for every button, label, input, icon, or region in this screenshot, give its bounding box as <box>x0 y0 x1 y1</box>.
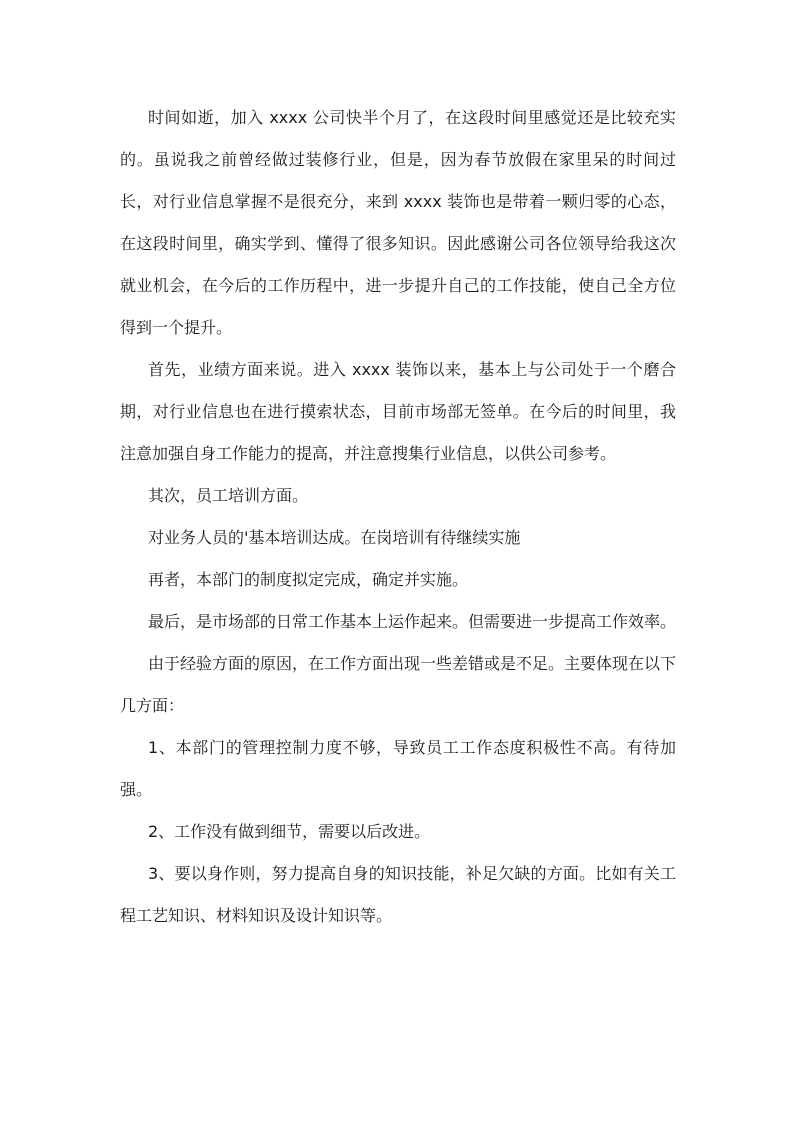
paragraph-training-heading: 其次，员工培训方面。 <box>148 486 309 505</box>
paragraph-regulations: 再者，本部门的制度拟定完成，确定并实施。 <box>148 570 469 589</box>
paragraph-item-1: 1、本部门的管理控制力度不够，导致员工工作态度积极性不高。有待加强。 <box>120 738 676 799</box>
paragraph-intro: 时间如逝，加入 xxxx 公司快半个月了，在这段时间里感觉还是比较充实的。虽说我之前曾经做过装修行业，但是，因为春节放假在家里呆的时间过长，对行业信息掌握不是很充分，来到 xxxx 装饰也是带着一颗归零的心态，在这段时间里，确实学到、懂得了很多知识。因此感谢公司各位领导给我这次就业机会，在今后的工作历程中，进一步提升自己的工作技能，使自己全方位得到一个提升。 <box>120 108 676 337</box>
paragraph-item-3: 3、要以身作则，努力提高自身的知识技能，补足欠缺的方面。比如有关工程工艺知识、材料知识及设计知识等。 <box>120 864 676 925</box>
paragraph-daily-work: 最后，是市场部的日常工作基本上运作起来。但需要进一步提高工作效率。 <box>148 612 677 631</box>
paragraph-performance: 首先，业绩方面来说。进入 xxxx 装饰以来，基本上与公司处于一个磨合期，对行业信息也在进行摸索状态，目前市场部无签单。在今后的时间里，我注意加强自身工作能力的提高，并注意搜集行业信息，以供公司参考。 <box>120 360 676 463</box>
paragraph-training-detail: 对业务人员的'基本培训达成。在岗培训有待继续实施 <box>148 528 521 547</box>
paragraph-item-2: 2、工作没有做到细节，需要以后改进。 <box>148 822 431 841</box>
document-body <box>120 97 676 937</box>
paragraph-shortcomings: 由于经验方面的原因，在工作方面出现一些差错或是不足。主要体现在以下几方面： <box>120 654 677 715</box>
